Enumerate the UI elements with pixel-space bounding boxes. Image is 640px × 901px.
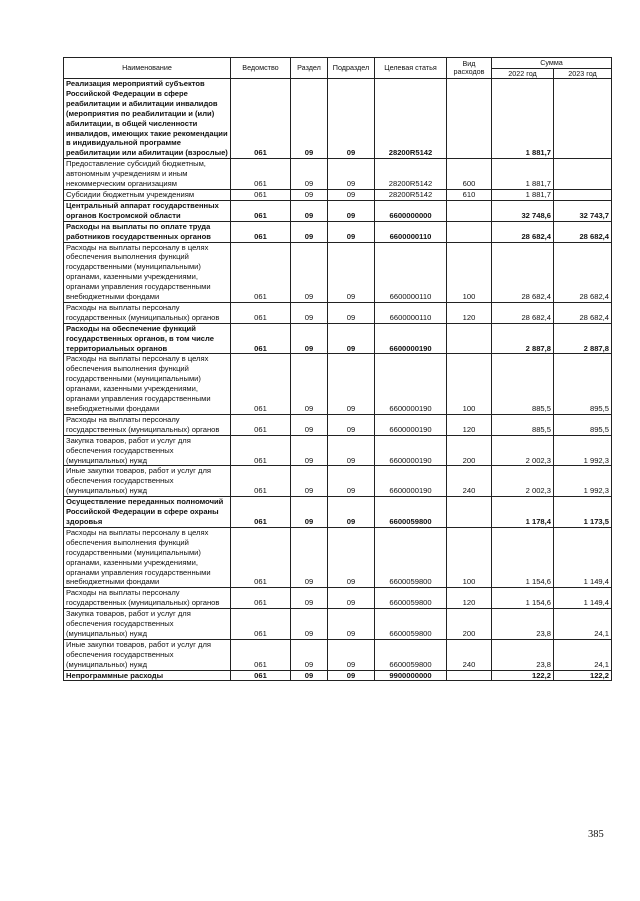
table-row — [64, 497, 612, 528]
cell-dept: 061 — [231, 79, 291, 159]
cell-expense-type — [447, 670, 492, 681]
cell-section: 09 — [291, 588, 328, 609]
cell-name: Расходы на выплаты персоналу государственных (муниципальных) органов — [64, 588, 231, 609]
cell-subsection: 09 — [328, 302, 375, 323]
cell-sum-2022: 1 881,7 — [492, 159, 554, 190]
cell-dept: 061 — [231, 354, 291, 414]
cell-section: 09 — [291, 159, 328, 190]
cell-section: 09 — [291, 670, 328, 681]
cell-sum-2023: 28 682,4 — [554, 221, 612, 242]
cell-target: 6600000110 — [375, 242, 447, 302]
cell-expense-type — [447, 497, 492, 528]
cell-subsection: 09 — [328, 466, 375, 497]
cell-name: Непрограммные расходы — [64, 670, 231, 681]
table-row — [64, 588, 612, 609]
cell-subsection: 09 — [328, 639, 375, 670]
cell-section: 09 — [291, 527, 328, 587]
cell-name: Расходы на выплаты персоналу государственных (муниципальных) органов — [64, 302, 231, 323]
table-row — [64, 302, 612, 323]
header-target: Целевая статья — [375, 58, 447, 79]
cell-dept: 061 — [231, 466, 291, 497]
cell-name: Субсидии бюджетным учреждениям — [64, 189, 231, 200]
cell-section: 09 — [291, 466, 328, 497]
table-row — [64, 323, 612, 354]
cell-subsection: 09 — [328, 242, 375, 302]
budget-table — [63, 57, 612, 681]
cell-sum-2023: 24,1 — [554, 609, 612, 640]
cell-section: 09 — [291, 609, 328, 640]
header-sum: Сумма — [492, 58, 612, 69]
cell-section: 09 — [291, 354, 328, 414]
cell-target: 6600000110 — [375, 302, 447, 323]
cell-name: Расходы на выплаты персоналу в целях обеспечения выполнения функций государственными (муниципальными) органами, казенными учреждениями, органами управления государственными внебюджетными фондами — [64, 242, 231, 302]
cell-dept: 061 — [231, 609, 291, 640]
cell-sum-2023: 895,5 — [554, 354, 612, 414]
cell-name: Иные закупки товаров, работ и услуг для обеспечения государственных (муниципальных) нужд — [64, 466, 231, 497]
cell-sum-2023: 24,1 — [554, 639, 612, 670]
cell-subsection: 09 — [328, 588, 375, 609]
table-row — [64, 221, 612, 242]
cell-sum-2023: 122,2 — [554, 670, 612, 681]
cell-sum-2023: 1 149,4 — [554, 588, 612, 609]
cell-target: 6600000190 — [375, 414, 447, 435]
cell-section: 09 — [291, 435, 328, 466]
header-year-2023: 2023 год — [554, 69, 612, 79]
cell-sum-2022: 122,2 — [492, 670, 554, 681]
cell-sum-2022: 885,5 — [492, 354, 554, 414]
cell-target: 6600059800 — [375, 639, 447, 670]
cell-dept: 061 — [231, 189, 291, 200]
table-row — [64, 354, 612, 414]
cell-name: Закупка товаров, работ и услуг для обеспечения государственных (муниципальных) нужд — [64, 435, 231, 466]
header-section: Раздел — [291, 58, 328, 79]
table-row — [64, 242, 612, 302]
cell-target: 28200R5142 — [375, 159, 447, 190]
table-row — [64, 527, 612, 587]
cell-expense-type: 100 — [447, 527, 492, 587]
cell-sum-2023 — [554, 79, 612, 159]
header-dept: Ведомство — [231, 58, 291, 79]
cell-expense-type: 120 — [447, 414, 492, 435]
cell-target: 6600059800 — [375, 497, 447, 528]
cell-dept: 061 — [231, 302, 291, 323]
cell-dept: 061 — [231, 588, 291, 609]
header-name: Наименование — [64, 58, 231, 79]
cell-target: 6600000190 — [375, 466, 447, 497]
cell-sum-2023: 1 149,4 — [554, 527, 612, 587]
cell-target: 28200R5142 — [375, 189, 447, 200]
cell-section: 09 — [291, 79, 328, 159]
cell-dept: 061 — [231, 639, 291, 670]
cell-sum-2023: 28 682,4 — [554, 302, 612, 323]
cell-target: 6600059800 — [375, 588, 447, 609]
cell-sum-2022: 885,5 — [492, 414, 554, 435]
cell-name: Расходы на выплаты по оплате труда работников государственных органов — [64, 221, 231, 242]
cell-expense-type: 100 — [447, 354, 492, 414]
cell-expense-type — [447, 79, 492, 159]
cell-target: 6600059800 — [375, 527, 447, 587]
cell-subsection: 09 — [328, 609, 375, 640]
cell-name: Расходы на выплаты персоналу в целях обеспечения выполнения функций государственными (муниципальными) органами, казенными учреждениями, органами управления государственными внебюджетными фондами — [64, 354, 231, 414]
cell-name: Расходы на обеспечение функций государственных органов, в том числе территориальных органов — [64, 323, 231, 354]
cell-dept: 061 — [231, 323, 291, 354]
cell-subsection: 09 — [328, 670, 375, 681]
cell-section: 09 — [291, 200, 328, 221]
cell-subsection: 09 — [328, 323, 375, 354]
cell-sum-2022: 28 682,4 — [492, 242, 554, 302]
cell-name: Расходы на выплаты персоналу государственных (муниципальных) органов — [64, 414, 231, 435]
cell-sum-2022: 2 002,3 — [492, 435, 554, 466]
cell-subsection: 09 — [328, 189, 375, 200]
cell-sum-2022: 32 748,6 — [492, 200, 554, 221]
cell-name: Предоставление субсидий бюджетным, автономным учреждениям и иным некоммерческим организациям — [64, 159, 231, 190]
cell-name: Иные закупки товаров, работ и услуг для обеспечения государственных (муниципальных) нужд — [64, 639, 231, 670]
table-row — [64, 189, 612, 200]
cell-expense-type: 200 — [447, 435, 492, 466]
cell-target: 6600000190 — [375, 435, 447, 466]
cell-subsection: 09 — [328, 200, 375, 221]
cell-target: 6600000190 — [375, 354, 447, 414]
cell-sum-2022: 28 682,4 — [492, 302, 554, 323]
cell-subsection: 09 — [328, 497, 375, 528]
cell-expense-type: 600 — [447, 159, 492, 190]
cell-sum-2022: 1 154,6 — [492, 527, 554, 587]
cell-sum-2022: 2 002,3 — [492, 466, 554, 497]
cell-section: 09 — [291, 414, 328, 435]
cell-section: 09 — [291, 302, 328, 323]
cell-dept: 061 — [231, 242, 291, 302]
cell-sum-2022: 28 682,4 — [492, 221, 554, 242]
table-row — [64, 435, 612, 466]
cell-subsection: 09 — [328, 414, 375, 435]
cell-expense-type: 100 — [447, 242, 492, 302]
cell-dept: 061 — [231, 159, 291, 190]
cell-sum-2023: 28 682,4 — [554, 242, 612, 302]
cell-section: 09 — [291, 497, 328, 528]
cell-target: 9900000000 — [375, 670, 447, 681]
cell-name: Расходы на выплаты персоналу в целях обеспечения выполнения функций государственными (муниципальными) органами, казенными учреждениями, органами управления государственными внебюджетными фондами — [64, 527, 231, 587]
cell-sum-2023 — [554, 159, 612, 190]
cell-target: 6600000190 — [375, 323, 447, 354]
cell-section: 09 — [291, 242, 328, 302]
cell-sum-2023: 1 173,5 — [554, 497, 612, 528]
cell-dept: 061 — [231, 200, 291, 221]
cell-section: 09 — [291, 189, 328, 200]
cell-name: Осуществление переданных полномочий Российской Федерации в сфере охраны здоровья — [64, 497, 231, 528]
cell-section: 09 — [291, 639, 328, 670]
cell-subsection: 09 — [328, 221, 375, 242]
cell-expense-type: 240 — [447, 639, 492, 670]
cell-sum-2022: 2 887,8 — [492, 323, 554, 354]
cell-name: Реализация мероприятий субъектов Российской Федерации в сфере реабилитации и абилитации инвалидов (мероприятия по реабилитации и (или) абилитации, в общей численности инвалидов, имеющих такие рекомендации в индивидуальной программе реабилитации или абилитации (взрослые) — [64, 79, 231, 159]
table-row — [64, 200, 612, 221]
cell-name: Закупка товаров, работ и услуг для обеспечения государственных (муниципальных) нужд — [64, 609, 231, 640]
table-row — [64, 609, 612, 640]
table-body — [64, 79, 612, 681]
cell-sum-2023: 895,5 — [554, 414, 612, 435]
cell-sum-2023: 1 992,3 — [554, 466, 612, 497]
cell-expense-type — [447, 221, 492, 242]
table-row — [64, 670, 612, 681]
cell-sum-2022: 23,8 — [492, 639, 554, 670]
table-row — [64, 159, 612, 190]
cell-expense-type — [447, 200, 492, 221]
cell-sum-2023 — [554, 189, 612, 200]
cell-expense-type: 610 — [447, 189, 492, 200]
cell-sum-2023: 2 887,8 — [554, 323, 612, 354]
cell-expense-type: 120 — [447, 588, 492, 609]
cell-sum-2022: 1 178,4 — [492, 497, 554, 528]
cell-dept: 061 — [231, 435, 291, 466]
cell-subsection: 09 — [328, 435, 375, 466]
cell-target: 6600000110 — [375, 221, 447, 242]
cell-subsection: 09 — [328, 354, 375, 414]
cell-section: 09 — [291, 221, 328, 242]
cell-section: 09 — [291, 323, 328, 354]
cell-dept: 061 — [231, 497, 291, 528]
cell-subsection: 09 — [328, 527, 375, 587]
cell-name: Центральный аппарат государственных органов Костромской области — [64, 200, 231, 221]
cell-dept: 061 — [231, 527, 291, 587]
cell-expense-type: 200 — [447, 609, 492, 640]
header-expense-type: Вид расходов — [447, 58, 492, 79]
cell-target: 6600059800 — [375, 609, 447, 640]
cell-dept: 061 — [231, 670, 291, 681]
cell-sum-2023: 32 743,7 — [554, 200, 612, 221]
table-row — [64, 414, 612, 435]
header-subsection: Подраздел — [328, 58, 375, 79]
cell-expense-type: 120 — [447, 302, 492, 323]
table-row — [64, 466, 612, 497]
header-year-2022: 2022 год — [492, 69, 554, 79]
cell-sum-2022: 1 154,6 — [492, 588, 554, 609]
cell-target: 6600000000 — [375, 200, 447, 221]
cell-subsection: 09 — [328, 79, 375, 159]
cell-sum-2023: 1 992,3 — [554, 435, 612, 466]
cell-subsection: 09 — [328, 159, 375, 190]
page-number: 385 — [588, 829, 604, 840]
table-row — [64, 79, 612, 159]
cell-dept: 061 — [231, 221, 291, 242]
cell-target: 28200R5142 — [375, 79, 447, 159]
cell-dept: 061 — [231, 414, 291, 435]
cell-sum-2022: 1 881,7 — [492, 79, 554, 159]
cell-sum-2022: 1 881,7 — [492, 189, 554, 200]
cell-expense-type — [447, 323, 492, 354]
cell-sum-2022: 23,8 — [492, 609, 554, 640]
cell-expense-type: 240 — [447, 466, 492, 497]
table-row — [64, 639, 612, 670]
